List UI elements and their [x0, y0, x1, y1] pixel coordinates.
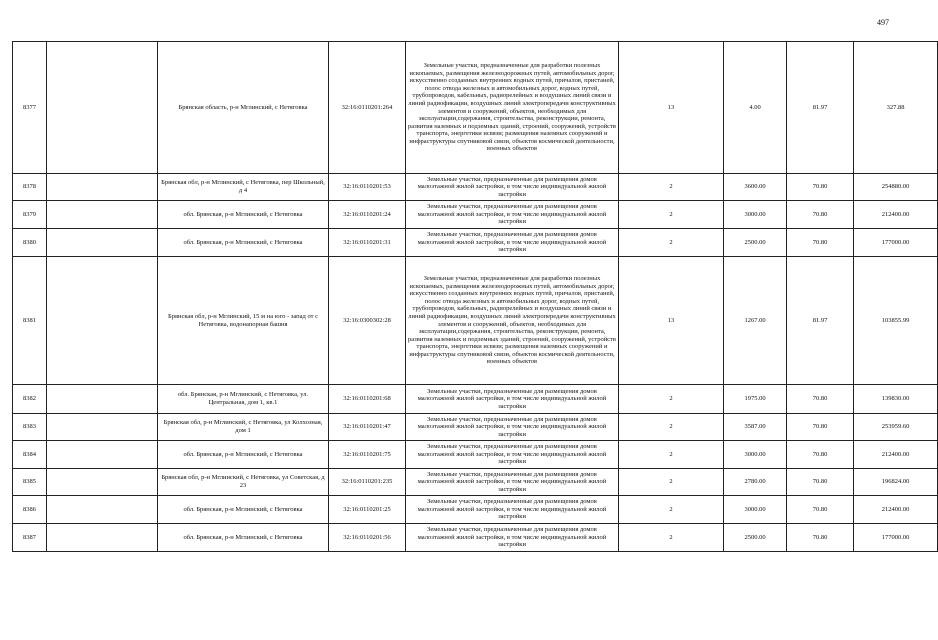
table-row	[13, 385, 938, 414]
cadastral-number-cell: 32:16:0110201:56	[329, 524, 406, 552]
cadastral-value-cell: 139830.00	[854, 385, 938, 414]
address-cell: обл. Брянская, р-н Мглинский, с Нетяговка	[158, 496, 329, 524]
address-cell: обл. Брянская, р-н Мглинский, с Нетяговка, ул. Центральная, дом 1, кв.1	[158, 385, 329, 414]
permitted-use-cell: Земельные участки, предназначенные для разработки полезных ископаемых, размещения железнодорожных путей, автомобильных дорог, искусственно созданных внутренних водных путей, причалов, пристаней, полос отвода железных и автомобильных дорог, водных путей, трубопроводов, кабельных, радиорелейных и воздушных линий связи и линий радиофикации, воздушных линий электропередачи конструктивных элементов и сооружений, объектов, необходимых для эксплуатации,содержания, строительства, реконструкции, ремонта, развития наземных и подземных зданий, строений, сооружений, устройств транспорта, энергетики исвязи; размещения наземных сооружений и инфраструктуры спутниковой связи, объектов космической деятельности, военных объектов	[406, 257, 619, 385]
category-code-cell: 13	[619, 257, 724, 385]
row-id-cell: 8383	[13, 414, 47, 441]
permitted-use-cell: Земельные участки, предназначенные для размещения домов малоэтажной жилой застройки, в том числе индивидуальной жилой застройки	[406, 469, 619, 496]
cadastral-number-cell: 32:16:0110201:24	[329, 201, 406, 229]
category-code-cell: 2	[619, 174, 724, 201]
specific-value-cell: 70.80	[787, 229, 854, 257]
empty-cell	[47, 42, 158, 174]
row-id-cell: 8377	[13, 42, 47, 174]
area-cell: 3000.00	[724, 441, 787, 469]
page-number: 497	[877, 18, 889, 27]
cadastral-value-cell: 253959.60	[854, 414, 938, 441]
table-row	[13, 414, 938, 441]
category-code-cell: 2	[619, 469, 724, 496]
row-id-cell: 8378	[13, 174, 47, 201]
cadastral-value-cell: 327.88	[854, 42, 938, 174]
cadastral-number-cell: 32:16:0110201:53	[329, 174, 406, 201]
address-cell: Брянская обл, р-н Мглинский, с Нетяговка, ул Колхозная, дом 1	[158, 414, 329, 441]
category-code-cell: 2	[619, 414, 724, 441]
permitted-use-cell: Земельные участки, предназначенные для размещения домов малоэтажной жилой застройки, в том числе индивидуальной жилой застройки	[406, 496, 619, 524]
cadastral-value-cell: 212400.00	[854, 201, 938, 229]
cadastral-value-cell: 212400.00	[854, 496, 938, 524]
category-code-cell: 2	[619, 524, 724, 552]
row-id-cell: 8382	[13, 385, 47, 414]
land-registry-table	[12, 41, 938, 552]
area-cell: 3000.00	[724, 496, 787, 524]
table-row	[13, 524, 938, 552]
row-id-cell: 8387	[13, 524, 47, 552]
category-code-cell: 2	[619, 385, 724, 414]
cadastral-value-cell: 196824.00	[854, 469, 938, 496]
specific-value-cell: 70.80	[787, 496, 854, 524]
cadastral-number-cell: 32:16:0110201:264	[329, 42, 406, 174]
cadastral-number-cell: 32:16:0110201:235	[329, 469, 406, 496]
specific-value-cell: 70.80	[787, 174, 854, 201]
table-row	[13, 469, 938, 496]
permitted-use-cell: Земельные участки, предназначенные для размещения домов малоэтажной жилой застройки, в том числе индивидуальной жилой застройки	[406, 385, 619, 414]
area-cell: 3600.00	[724, 174, 787, 201]
area-cell: 3000.00	[724, 201, 787, 229]
address-cell: Брянская обл, р-н Мглинский, 15 м на юго - запад от с Нетяговка, водонапорная башня	[158, 257, 329, 385]
row-id-cell: 8380	[13, 229, 47, 257]
cadastral-number-cell: 32:16:0110201:31	[329, 229, 406, 257]
area-cell: 4.00	[724, 42, 787, 174]
table-row	[13, 201, 938, 229]
specific-value-cell: 70.80	[787, 469, 854, 496]
cadastral-value-cell: 103855.99	[854, 257, 938, 385]
area-cell: 2780.00	[724, 469, 787, 496]
address-cell: обл. Брянская, р-н Мглинский, с Нетяговка	[158, 524, 329, 552]
empty-cell	[47, 385, 158, 414]
permitted-use-cell: Земельные участки, предназначенные для размещения домов малоэтажной жилой застройки, в том числе индивидуальной жилой застройки	[406, 229, 619, 257]
permitted-use-cell: Земельные участки, предназначенные для размещения домов малоэтажной жилой застройки, в том числе индивидуальной жилой застройки	[406, 441, 619, 469]
category-code-cell: 2	[619, 441, 724, 469]
empty-cell	[47, 469, 158, 496]
table-row	[13, 174, 938, 201]
cadastral-number-cell: 32:16:0300302:28	[329, 257, 406, 385]
table-row	[13, 42, 938, 174]
area-cell: 1975.00	[724, 385, 787, 414]
cadastral-number-cell: 32:16:0110201:75	[329, 441, 406, 469]
address-cell: Брянская область, р-н Мглинский, с Нетяговка	[158, 42, 329, 174]
empty-cell	[47, 174, 158, 201]
category-code-cell: 2	[619, 229, 724, 257]
area-cell: 3587.00	[724, 414, 787, 441]
address-cell: обл. Брянская, р-н Мглинский, с Нетяговка	[158, 441, 329, 469]
category-code-cell: 2	[619, 201, 724, 229]
cadastral-value-cell: 177000.00	[854, 229, 938, 257]
specific-value-cell: 70.80	[787, 414, 854, 441]
category-code-cell: 2	[619, 496, 724, 524]
cadastral-number-cell: 32:16:0110201:47	[329, 414, 406, 441]
area-cell: 2500.00	[724, 229, 787, 257]
cadastral-number-cell: 32:16:0110201:25	[329, 496, 406, 524]
empty-cell	[47, 229, 158, 257]
table-row	[13, 496, 938, 524]
permitted-use-cell: Земельные участки, предназначенные для размещения домов малоэтажной жилой застройки, в том числе индивидуальной жилой застройки	[406, 524, 619, 552]
address-cell: обл. Брянская, р-н Мглинский, с Нетяговка	[158, 201, 329, 229]
area-cell: 1267.00	[724, 257, 787, 385]
empty-cell	[47, 414, 158, 441]
cadastral-number-cell: 32:16:0110201:68	[329, 385, 406, 414]
category-code-cell: 13	[619, 42, 724, 174]
empty-cell	[47, 257, 158, 385]
empty-cell	[47, 441, 158, 469]
row-id-cell: 8381	[13, 257, 47, 385]
table-row	[13, 229, 938, 257]
address-cell: Брянская обл, р-н Мглинский, с Нетяговка, пер Школьный, д 4	[158, 174, 329, 201]
address-cell: обл. Брянская, р-н Мглинский, с Нетяговка	[158, 229, 329, 257]
specific-value-cell: 81.97	[787, 257, 854, 385]
permitted-use-cell: Земельные участки, предназначенные для разработки полезных ископаемых, размещения железнодорожных путей, автомобильных дорог, искусственно созданных внутренних водных путей, причалов, пристаней, полос отвода железных и автомобильных дорог, водных путей, трубопроводов, кабельных, радиорелейных и воздушных линий связи и линий радиофикации, воздушных линий электропередачи конструктивных элементов и сооружений, объектов, необходимых для эксплуатации,содержания, строительства, реконструкции, ремонта, развития наземных и подземных зданий, строений, сооружений, устройств транспорта, энергетики исвязи; размещения наземных сооружений и инфраструктуры спутниковой связи, объектов космической деятельности, военных объектов	[406, 42, 619, 174]
empty-cell	[47, 496, 158, 524]
area-cell: 2500.00	[724, 524, 787, 552]
specific-value-cell: 70.80	[787, 524, 854, 552]
permitted-use-cell: Земельные участки, предназначенные для размещения домов малоэтажной жилой застройки, в том числе индивидуальной жилой застройки	[406, 414, 619, 441]
permitted-use-cell: Земельные участки, предназначенные для размещения домов малоэтажной жилой застройки, в том числе индивидуальной жилой застройки	[406, 201, 619, 229]
row-id-cell: 8379	[13, 201, 47, 229]
cadastral-value-cell: 212400.00	[854, 441, 938, 469]
row-id-cell: 8385	[13, 469, 47, 496]
table-body	[13, 42, 938, 552]
empty-cell	[47, 524, 158, 552]
specific-value-cell: 70.80	[787, 201, 854, 229]
cadastral-value-cell: 254880.00	[854, 174, 938, 201]
permitted-use-cell: Земельные участки, предназначенные для размещения домов малоэтажной жилой застройки, в том числе индивидуальной жилой застройки	[406, 174, 619, 201]
specific-value-cell: 70.80	[787, 441, 854, 469]
specific-value-cell: 81.97	[787, 42, 854, 174]
table-row	[13, 257, 938, 385]
table-row	[13, 441, 938, 469]
cadastral-value-cell: 177000.00	[854, 524, 938, 552]
address-cell: Брянская обл, р-н Мглинский, с Нетяговка, ул Советская, д 23	[158, 469, 329, 496]
empty-cell	[47, 201, 158, 229]
specific-value-cell: 70.80	[787, 385, 854, 414]
row-id-cell: 8384	[13, 441, 47, 469]
row-id-cell: 8386	[13, 496, 47, 524]
